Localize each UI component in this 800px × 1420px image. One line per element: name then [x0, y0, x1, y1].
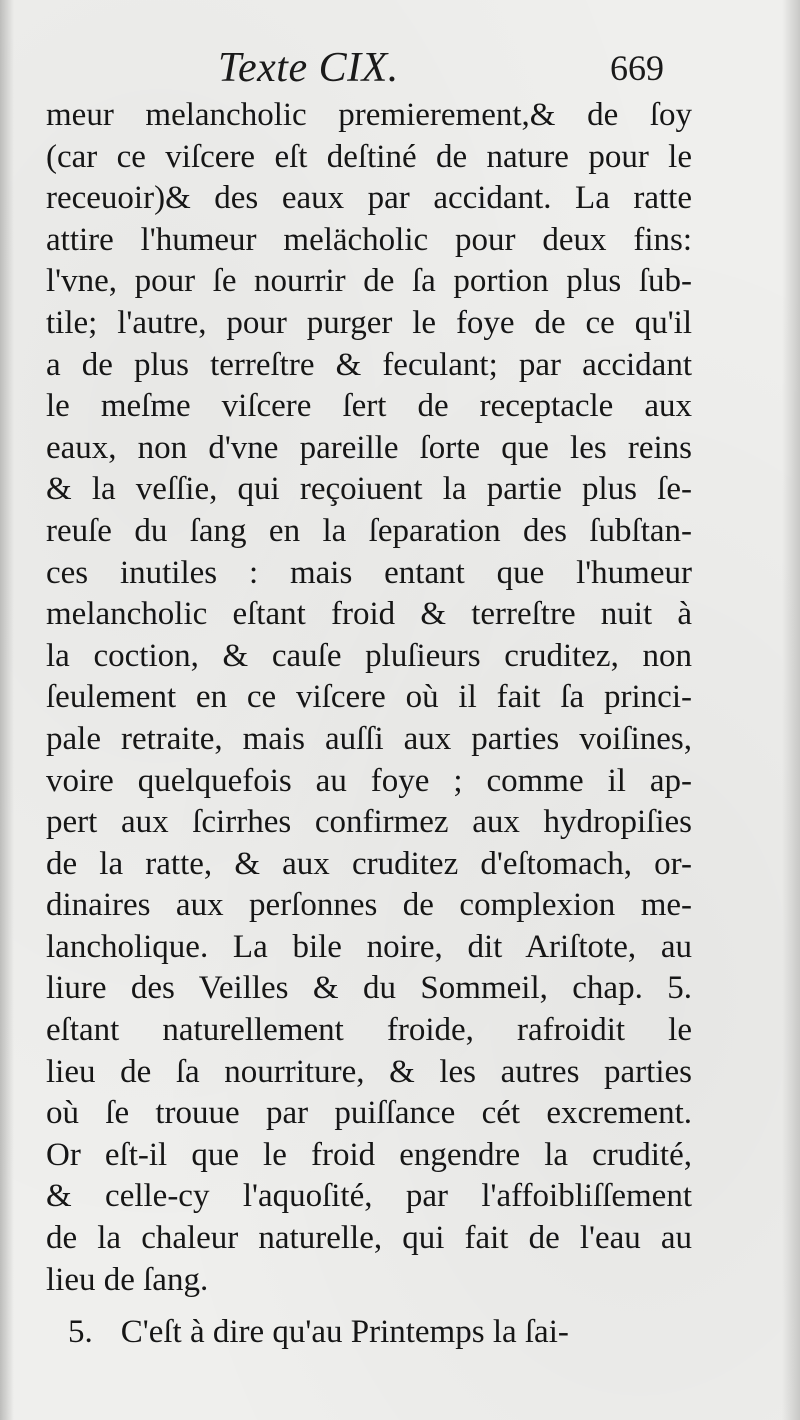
text-line: lieu de ſang. — [46, 1261, 209, 1298]
text-line: l'vne, pour ſe nourrir de ſa portion plus ſub- — [46, 263, 692, 300]
page-header — [46, 40, 676, 96]
text-line: melancholic eſtant froid & terreſtre nuit à — [46, 596, 692, 633]
text-line: ces inutiles : mais entant que l'humeur — [46, 554, 692, 591]
page-gutter-shadow — [0, 0, 14, 1420]
body-text — [46, 95, 692, 1301]
text-line: eſtant naturellement froide, rafroidit le — [46, 1012, 692, 1049]
text-line: tile; l'autre, pour purger le foye de ce qu'il — [46, 304, 692, 341]
text-line: & la veſſie, qui reçoiuent la partie plus ſe- — [46, 471, 692, 508]
text-line: meur melancholic premierement,& de ſoy — [46, 97, 692, 133]
text-line: ſeulement en ce viſcere où il fait ſa princi- — [46, 679, 692, 716]
text-line: a de plus terreſtre & feculant; par accidant — [46, 346, 692, 383]
text-line: voire quelquefois au foye ; comme il ap- — [46, 762, 692, 799]
text-line: liure des Veilles & du Sommeil, chap. 5. — [46, 970, 692, 1007]
running-head: Texte CIX. — [218, 45, 399, 91]
note-line — [68, 1308, 684, 1356]
text-line: lancholique. La bile noire, dit Ariſtote, au — [46, 928, 692, 965]
page-number: 669 — [610, 48, 664, 88]
text-line: eaux, non d'vne pareille ſorte que les reins — [46, 429, 692, 466]
text-line: pale retraite, mais auſſi aux parties voiſines, — [46, 720, 692, 757]
text-line: la coction, & cauſe pluſieurs cruditez, non — [46, 637, 692, 674]
text-line: de la ratte, & aux cruditez d'eſtomach, or- — [46, 845, 692, 882]
text-line: Or eſt-il que le froid engendre la crudité, — [46, 1136, 692, 1173]
text-line: dinaires aux perſonnes de complexion me- — [46, 887, 692, 924]
text-line: pert aux ſcirrhes confirmez aux hydropiſies — [46, 804, 692, 841]
page-edge-shadow — [782, 0, 800, 1420]
text-line: le meſme viſcere ſert de receptacle aux — [46, 388, 692, 425]
text-line: où ſe trouue par puiſſance cét excrement. — [46, 1095, 692, 1132]
text-line: attire l'humeur melächolic pour deux fins: — [46, 221, 692, 258]
text-line: & celle-cy l'aquoſité, par l'affoibliſſement — [46, 1178, 692, 1215]
text-line: (car ce viſcere eſt deſtiné de nature pour le — [46, 138, 692, 175]
text-line: de la chaleur naturelle, qui fait de l'eau au — [46, 1220, 692, 1257]
note-marker: 5. — [68, 1314, 93, 1350]
text-line: receuoir)& des eaux par accidant. La ratte — [46, 180, 692, 217]
text-line: lieu de ſa nourriture, & les autres parties — [46, 1053, 692, 1090]
note-text: C'eſt à dire qu'au Printemps la ſai- — [120, 1314, 569, 1350]
text-line: reuſe du ſang en la ſeparation des ſubſtan- — [46, 512, 692, 549]
